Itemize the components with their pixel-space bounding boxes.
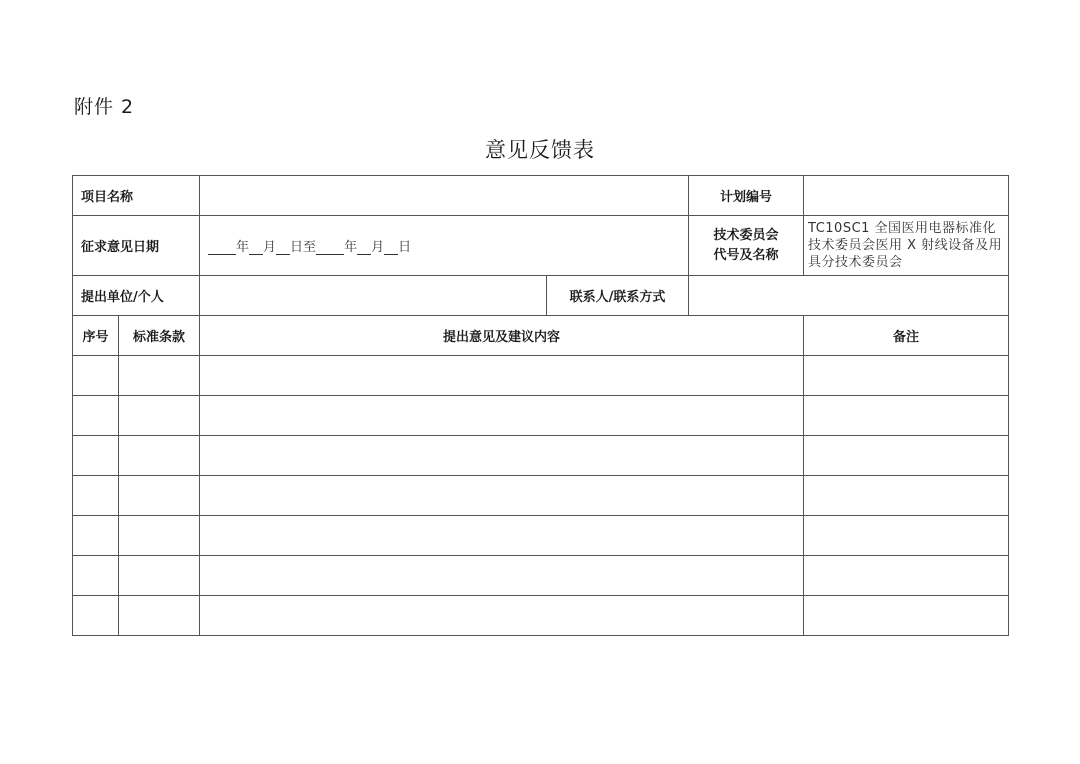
date-range-field[interactable] — [200, 216, 689, 276]
opinion-cell[interactable] — [200, 396, 804, 436]
clause-cell[interactable] — [119, 516, 200, 556]
seq-cell[interactable] — [73, 356, 119, 396]
seq-cell[interactable] — [73, 396, 119, 436]
clause-cell[interactable] — [119, 556, 200, 596]
remark-cell[interactable] — [804, 476, 1009, 516]
table-row — [73, 596, 1009, 636]
date-unit: 日至 — [290, 240, 317, 255]
opinion-cell[interactable] — [200, 436, 804, 476]
date-blank[interactable] — [208, 240, 236, 255]
project-name-input[interactable] — [200, 176, 689, 216]
seq-cell[interactable] — [73, 596, 119, 636]
form-title: 意见反馈表 — [485, 138, 595, 162]
clause-cell[interactable] — [119, 436, 200, 476]
table-row — [73, 476, 1009, 516]
remark-cell[interactable] — [804, 356, 1009, 396]
clause-cell[interactable] — [119, 356, 200, 396]
opinion-cell[interactable] — [200, 356, 804, 396]
tech-committee-label-line2: 代号及名称 — [713, 247, 779, 263]
solicit-date-label: 征求意见日期 — [73, 216, 200, 276]
table-row — [73, 396, 1009, 436]
remark-cell[interactable] — [804, 396, 1009, 436]
tech-committee-label-line1: 技术委员会 — [713, 227, 779, 243]
date-unit: 月 — [263, 240, 277, 255]
remark-cell[interactable] — [804, 516, 1009, 556]
tech-committee-value: TC10SC1 全国医用电器标准化技术委员会医用 X 射线设备及用具分技术委员会 — [804, 216, 1009, 276]
row-solicit-date — [73, 216, 1009, 276]
clause-cell[interactable] — [119, 396, 200, 436]
seq-cell[interactable] — [73, 516, 119, 556]
table-row — [73, 516, 1009, 556]
opinion-cell[interactable] — [200, 556, 804, 596]
date-blank[interactable] — [384, 240, 398, 255]
row-submitter — [73, 276, 1009, 316]
seq-cell[interactable] — [73, 556, 119, 596]
contact-input[interactable] — [689, 276, 1009, 316]
seq-cell[interactable] — [73, 436, 119, 476]
submitter-label: 提出单位/个人 — [73, 276, 200, 316]
opinion-cell[interactable] — [200, 596, 804, 636]
remark-cell[interactable] — [804, 596, 1009, 636]
date-blank[interactable] — [316, 240, 344, 255]
opinion-cell[interactable] — [200, 516, 804, 556]
col-opinion-header: 提出意见及建议内容 — [200, 316, 804, 356]
remark-cell[interactable] — [804, 436, 1009, 476]
date-blank[interactable] — [249, 240, 263, 255]
opinion-cell[interactable] — [200, 476, 804, 516]
clause-cell[interactable] — [119, 476, 200, 516]
feedback-form-table — [72, 175, 1009, 636]
row-project — [73, 176, 1009, 216]
date-unit: 日 — [398, 240, 412, 255]
project-name-label: 项目名称 — [73, 176, 200, 216]
submitter-input[interactable] — [200, 276, 547, 316]
seq-cell[interactable] — [73, 476, 119, 516]
date-blank[interactable] — [276, 240, 290, 255]
table-row — [73, 356, 1009, 396]
row-column-headers — [73, 316, 1009, 356]
clause-cell[interactable] — [119, 596, 200, 636]
contact-label: 联系人/联系方式 — [547, 276, 689, 316]
plan-number-label: 计划编号 — [689, 176, 804, 216]
col-clause-header: 标准条款 — [119, 316, 200, 356]
tech-committee-label — [689, 216, 804, 276]
table-row — [73, 556, 1009, 596]
attachment-label: 附件 2 — [74, 96, 135, 118]
date-blank[interactable] — [357, 240, 371, 255]
date-unit: 月 — [371, 240, 385, 255]
col-remark-header: 备注 — [804, 316, 1009, 356]
plan-number-input[interactable] — [804, 176, 1009, 216]
date-unit: 年 — [344, 240, 358, 255]
col-seq-header: 序号 — [73, 316, 119, 356]
remark-cell[interactable] — [804, 556, 1009, 596]
date-unit: 年 — [236, 240, 250, 255]
table-row — [73, 436, 1009, 476]
